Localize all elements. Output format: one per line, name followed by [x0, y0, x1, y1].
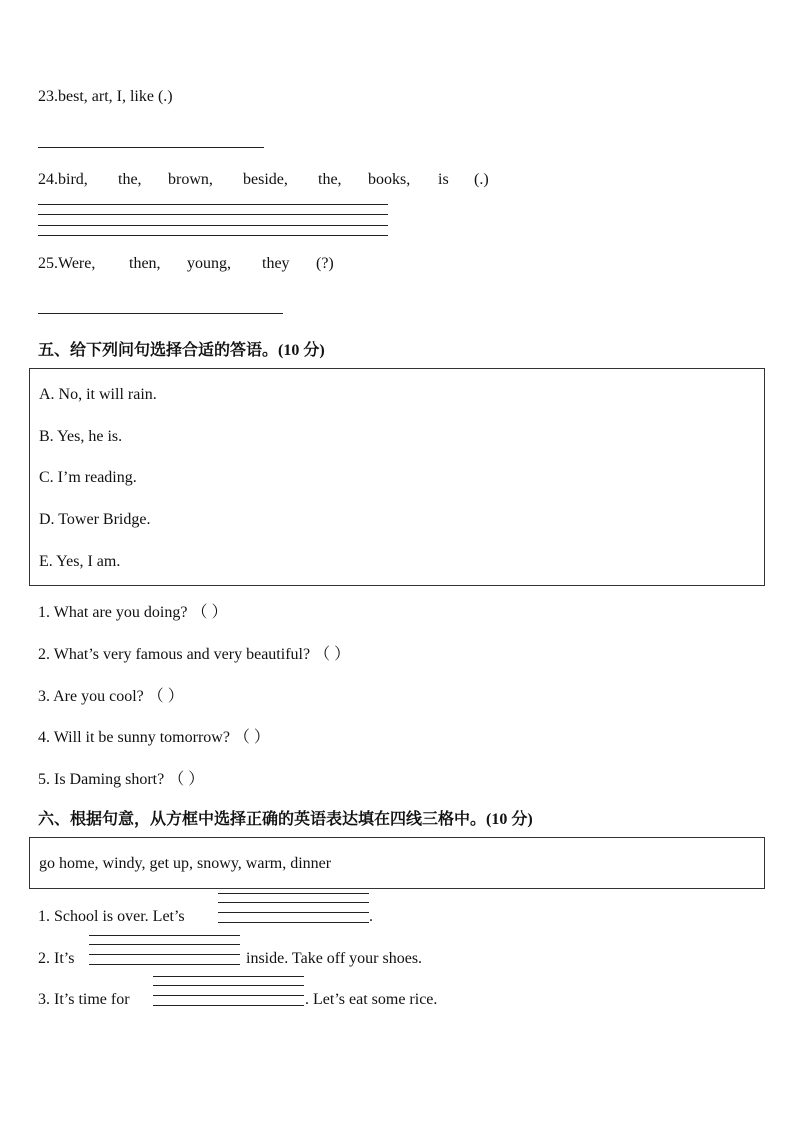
section-6-heading: 六、根据句意，从方框中选择正确的英语表达填在四线三格中。(10 分): [38, 811, 533, 828]
fill-sentence-2-end: inside. Take off your shoes.: [246, 950, 423, 967]
q24-word: brown,: [168, 171, 213, 188]
four-line-grid-s2: [89, 935, 240, 965]
option-e: E. Yes, I am.: [39, 553, 121, 570]
four-line-grid-24: [38, 204, 388, 236]
q24-word: beside,: [243, 171, 288, 188]
option-b: B. Yes, he is.: [39, 428, 123, 445]
fill-sentence-3-end: . Let’s eat some rice.: [305, 991, 438, 1008]
fill-sentence-1-start: 1. School is over. Let’s: [38, 908, 185, 925]
q24-word: books,: [368, 171, 411, 188]
option-d: D. Tower Bridge.: [39, 511, 151, 528]
q24-word: 24.bird,: [38, 171, 88, 188]
q24-word: the,: [118, 171, 142, 188]
options-box: [29, 368, 765, 586]
match-question-5: 5. Is Daming short? （ ）: [38, 771, 205, 788]
option-c: C. I’m reading.: [39, 469, 137, 486]
q24-word: (.): [474, 171, 489, 188]
fill-sentence-1-end: .: [369, 908, 373, 925]
q25-word: they: [262, 255, 290, 272]
match-question-4: 4. Will it be sunny tomorrow? （ ）: [38, 729, 270, 746]
q25-word: young,: [187, 255, 231, 272]
fill-sentence-3-start: 3. It’s time for: [38, 991, 130, 1008]
q25-word: then,: [129, 255, 161, 272]
fill-sentence-2-start: 2. It’s: [38, 950, 75, 967]
answer-line-25: [38, 313, 283, 314]
q24-word: is: [438, 171, 449, 188]
word-bank: go home, windy, get up, snowy, warm, dinner: [39, 855, 332, 872]
four-line-grid-s3: [153, 976, 304, 1006]
q25-word: (?): [316, 255, 334, 272]
section-5-heading: 五、给下列问句选择合适的答语。(10 分): [38, 342, 325, 359]
match-question-1: 1. What are you doing? （ ）: [38, 604, 228, 621]
match-question-2: 2. What’s very famous and very beautiful? （ ）: [38, 646, 351, 663]
option-a: A. No, it will rain.: [39, 386, 157, 403]
word-bank-box: [29, 837, 765, 889]
question-23: 23.best, art, I, like (.): [38, 88, 173, 105]
q25-word: 25.Were,: [38, 255, 96, 272]
match-question-3: 3. Are you cool? （ ）: [38, 688, 184, 705]
q24-word: the,: [318, 171, 342, 188]
answer-line-23: [38, 147, 264, 148]
four-line-grid-s1: [218, 893, 369, 923]
